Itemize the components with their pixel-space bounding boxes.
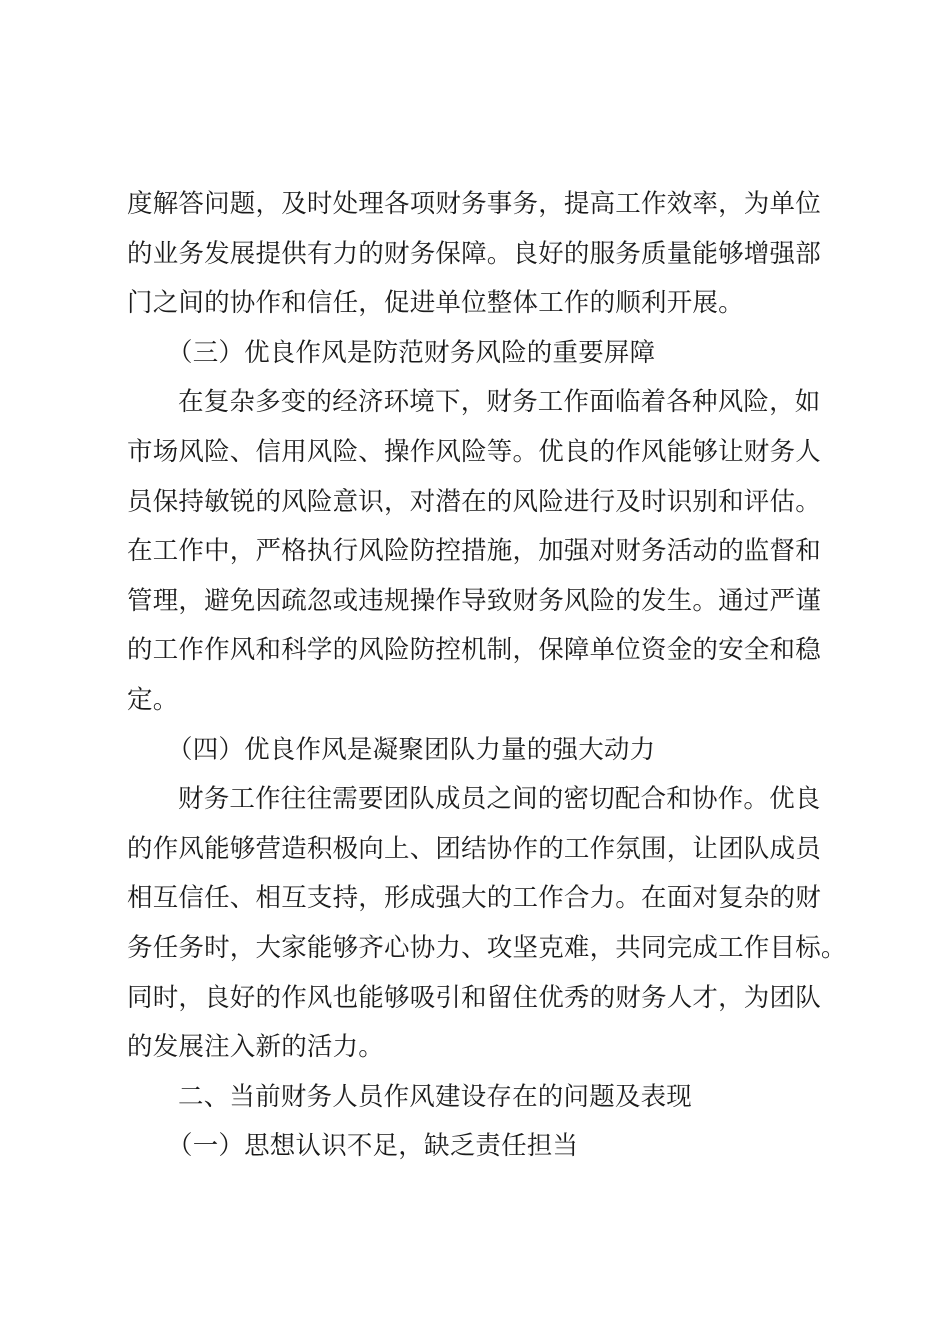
section-heading: （三）优良作风是防范财务风险的重要屏障 [167, 337, 656, 368]
paragraph-first-line: 财务工作往往需要团队成员之间的密切配合和协作。优良 [178, 784, 821, 815]
text-line: 的作风能够营造积极向上、团结协作的工作氛围，让团队成员 [127, 833, 821, 864]
text-line: 定。 [127, 684, 179, 715]
text-line: 市场风险、信用风险、操作风险等。优良的作风能够让财务人 [127, 436, 821, 467]
section-heading: （一）思想认识不足，缺乏责任担当 [167, 1131, 579, 1162]
text-line: 的发展注入新的活力。 [127, 1032, 385, 1063]
text-line: 同时，良好的作风也能够吸引和留住优秀的财务人才，为团队 [127, 982, 821, 1013]
text-line: 在工作中，严格执行风险防控措施，加强对财务活动的监督和 [127, 536, 821, 567]
document-page [127, 180, 847, 1172]
text-line: 相互信任、相互支持，形成强大的工作合力。在面对复杂的财 [127, 883, 821, 914]
text-line: 管理，避免因疏忽或违规操作导致财务风险的发生。通过严谨 [127, 585, 821, 616]
text-line: 务任务时，大家能够齐心协力、攻坚克难，共同完成工作目标。 [127, 932, 847, 963]
text-line: 员保持敏锐的风险意识，对潜在的风险进行及时识别和评估。 [127, 486, 821, 517]
text-line: 的工作作风和科学的风险防控机制，保障单位资金的安全和稳 [127, 635, 821, 666]
chapter-heading: 二、当前财务人员作风建设存在的问题及表现 [178, 1081, 693, 1112]
section-heading: （四）优良作风是凝聚团队力量的强大动力 [167, 734, 656, 765]
text-line: 门之间的协作和信任，促进单位整体工作的顺利开展。 [127, 288, 744, 319]
text-line: 的业务发展提供有力的财务保障。良好的服务质量能够增强部 [127, 238, 821, 269]
paragraph-first-line: 在复杂多变的经济环境下，财务工作面临着各种风险，如 [178, 387, 821, 418]
text-line: 度解答问题，及时处理各项财务事务，提高工作效率，为单位 [127, 189, 821, 219]
